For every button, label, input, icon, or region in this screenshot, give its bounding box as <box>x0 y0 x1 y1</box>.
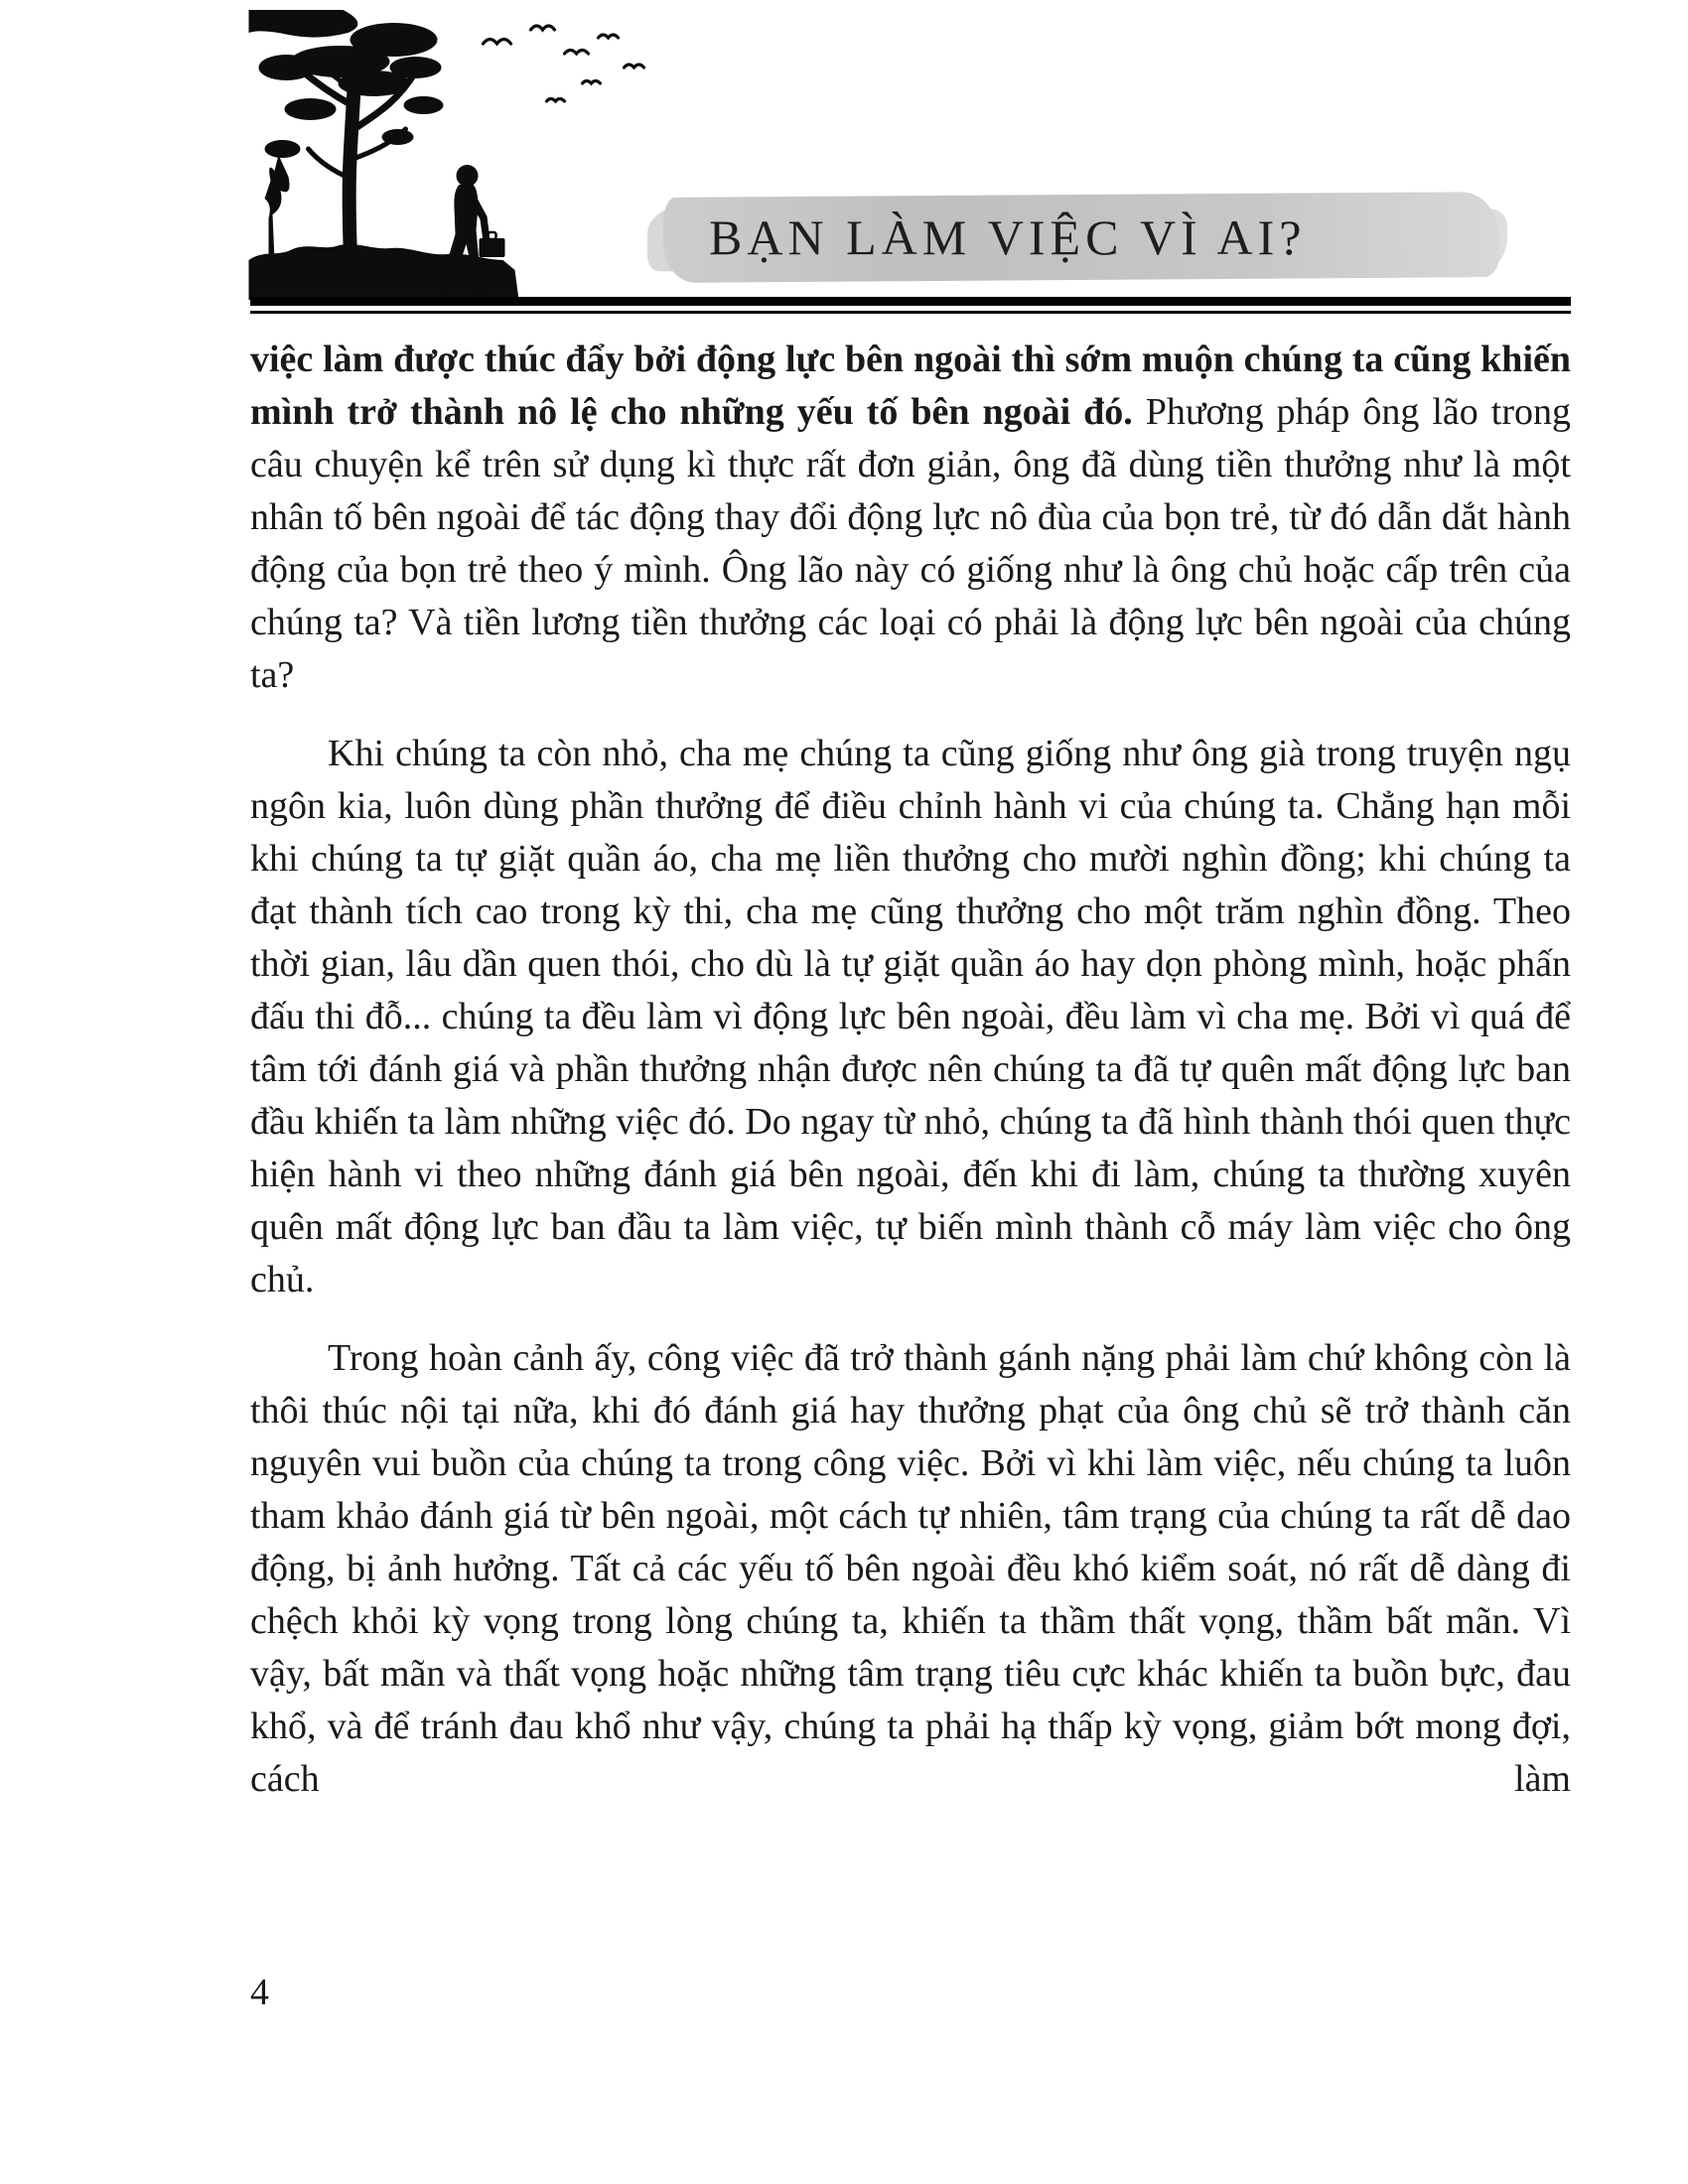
chapter-title: BẠN LÀM VIỆC VÌ AI? <box>709 209 1307 265</box>
paragraph-3: Trong hoàn cảnh ấy, công việc đã trở thành gánh nặng phải làm chứ không còn là thôi thúc nội tại nữa, khi đó đánh giá hay thưởng phạt của ông chủ sẽ trở thành căn nguyên vui buồn của chúng ta trong công việc. Bởi vì khi làm việc, nếu chúng ta luôn tham khảo đánh giá từ bên ngoài, một cách tự nhiên, tâm trạng của chúng ta rất dễ dao động, bị ảnh hưởng. Tất cả các yếu tố bên ngoài đều khó kiểm soát, nó rất dễ dàng đi chệch khỏi kỳ vọng trong lòng chúng ta, khiến ta thầm thất vọng, thầm bất mãn. Vì vậy, bất mãn và thất vọng hoặc những tâm trạng tiêu cực khác khiến ta buồn bực, đau khổ, và để tránh đau khổ như vậy, chúng ta phải hạ thấp kỳ vọng, giảm bớt mong đợi, cách làm <box>250 1337 1571 1800</box>
divider-thin-line <box>250 311 1571 314</box>
header-divider <box>250 297 1571 314</box>
tree-birds-walking-man-silhouette-icon <box>246 10 668 300</box>
page-body-text <box>250 334 1571 1806</box>
paragraph-1-text: Phương pháp ông lão trong câu chuyện kể trên sử dụng kì thực rất đơn giản, ông đã dùng tiền thưởng như là một nhân tố bên ngoài để tác động thay đổi động lực nô đùa của bọn trẻ, từ đó dẫn dắt hành động của bọn trẻ theo ý mình. Ông lão này có giống như là ông chủ hoặc cấp trên của chúng ta? Và tiền lương tiền thưởng các loại có phải là động lực bên ngoài của chúng ta? <box>250 391 1571 696</box>
paragraph-1-bold-lead: việc làm được thúc đẩy bởi động lực bên ngoài thì sớm muộn chúng ta cũng khiến mình trở thành nô lệ cho những yếu tố bên ngoài đó. <box>250 339 1571 433</box>
chapter-title-banner <box>663 195 1499 280</box>
paragraph-1 <box>250 334 1571 702</box>
page-number: 4 <box>250 1972 269 2013</box>
divider-thick-line <box>250 297 1571 306</box>
paragraph-2: Khi chúng ta còn nhỏ, cha mẹ chúng ta cũng giống như ông già trong truyện ngụ ngôn kia, luôn dùng phần thưởng để điều chỉnh hành vi của chúng ta. Chẳng hạn mỗi khi chúng ta tự giặt quần áo, cha mẹ liền thưởng cho mười nghìn đồng; khi chúng ta đạt thành tích cao trong kỳ thi, cha mẹ cũng thưởng cho một trăm nghìn đồng. Theo thời gian, lâu dần quen thói, cho dù là tự giặt quần áo hay dọn phòng mình, hoặc phấn đấu thi đỗ... chúng ta đều làm vì động lực bên ngoài, đều làm vì cha mẹ. Bởi vì quá để tâm tới đánh giá và phần thưởng nhận được nên chúng ta đã tự quên mất động lực ban đầu khiến ta làm những việc đó. Do ngay từ nhỏ, chúng ta đã hình thành thói quen thực hiện hành vi theo những đánh giá bên ngoài, đến khi đi làm, chúng ta thường xuyên quên mất động lực ban đầu ta làm việc, tự biến mình thành cỗ máy làm việc cho ông chủ. <box>250 733 1571 1300</box>
